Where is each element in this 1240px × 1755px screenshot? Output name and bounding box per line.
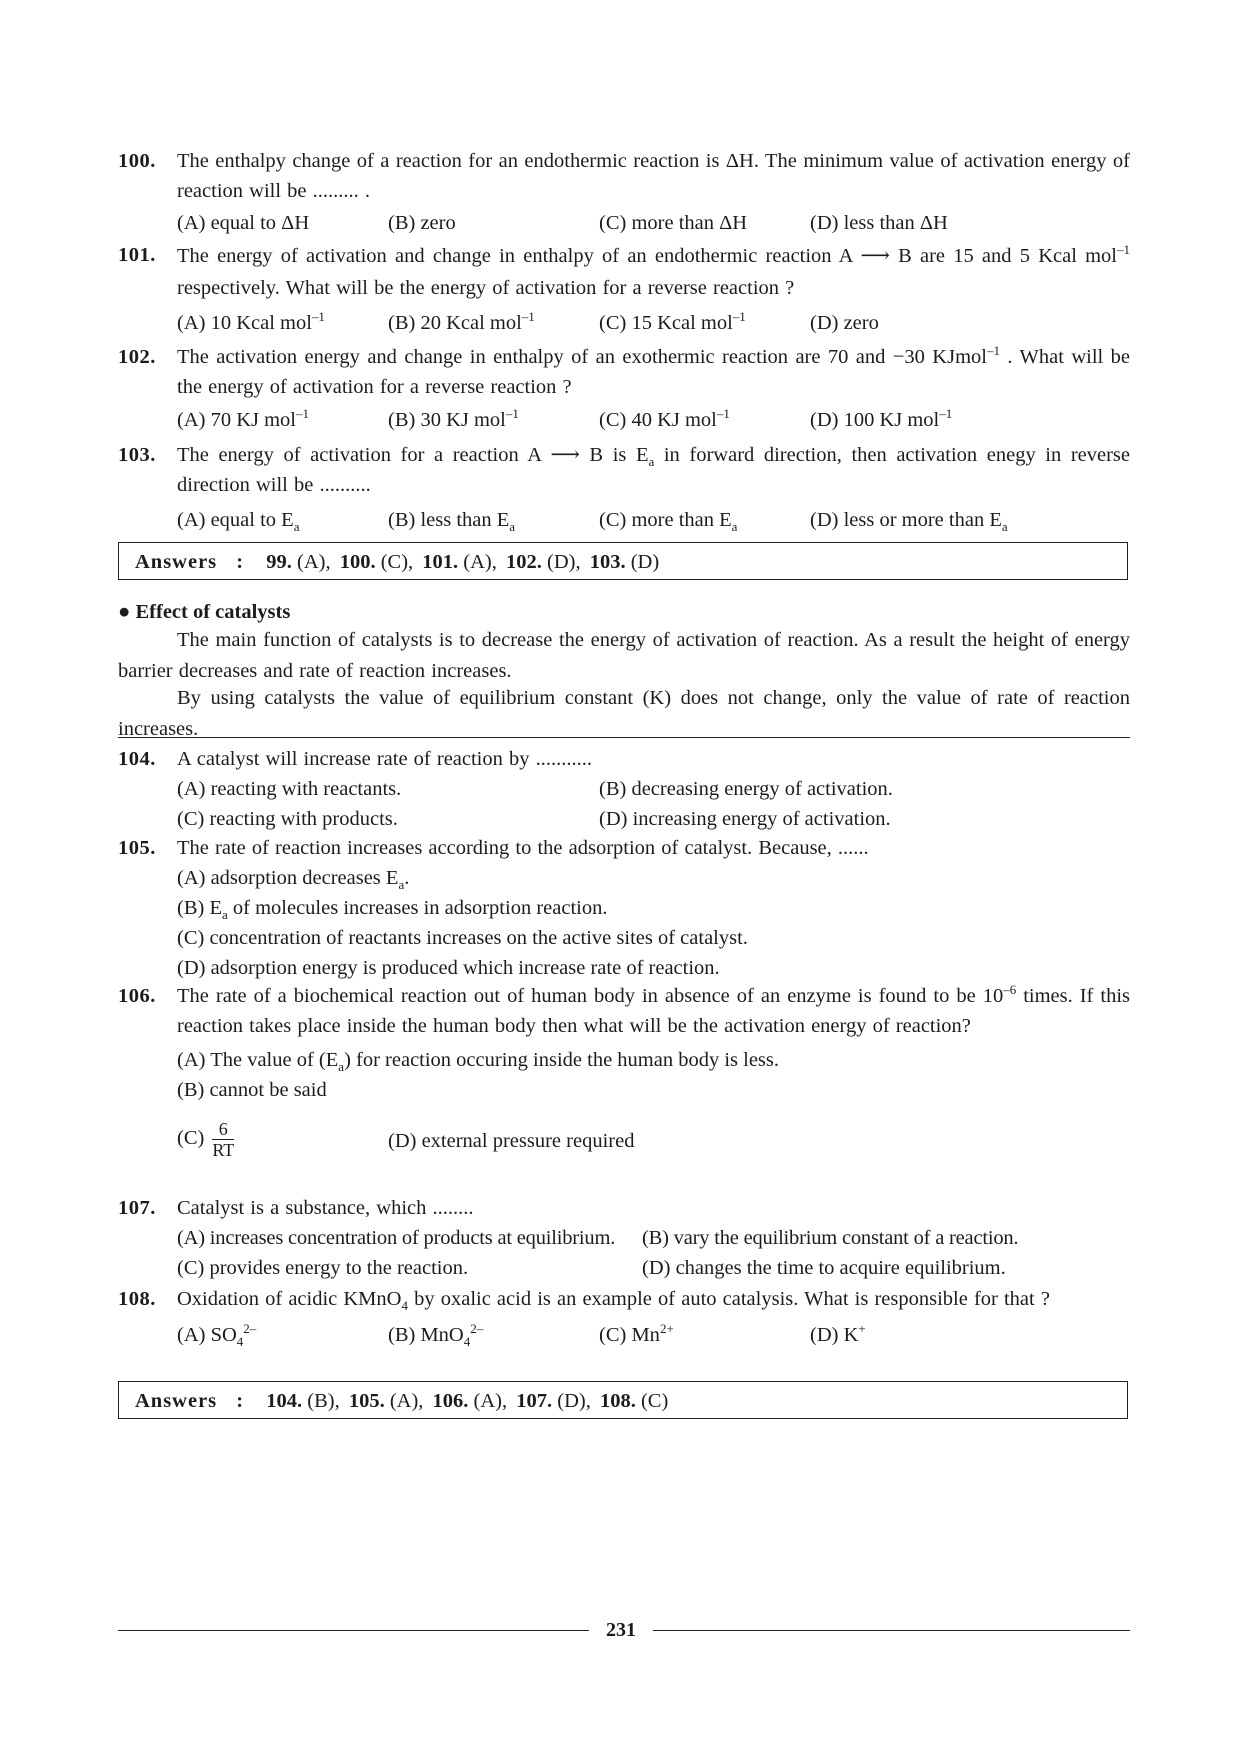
question-text: A catalyst will increase rate of reaction by ...........: [177, 748, 593, 770]
options-row: [177, 208, 1130, 242]
option-a: (A) equal to ΔH: [177, 212, 310, 234]
answers-box: [118, 542, 1128, 580]
footer-rule-right: [653, 1630, 1130, 1631]
option-b: (B) 30 KJ mol$^{-1}$: [388, 406, 519, 431]
option-b: (B) zero: [388, 212, 456, 234]
question-number: 106.: [118, 985, 156, 1007]
option-b: (B) 20 Kcal mol$^{-1}$: [388, 309, 535, 334]
fraction-numerator: 6: [212, 1119, 234, 1140]
option-b: (B) decreasing energy of activation.: [599, 778, 893, 800]
option-d: (D) zero: [810, 312, 879, 334]
answer-question-number: 107.: [516, 1390, 553, 1412]
document-page: [118, 0, 1130, 1755]
question-number: 103.: [118, 444, 156, 466]
options-row: [177, 1320, 1130, 1354]
question-number: 107.: [118, 1197, 156, 1219]
option-b: (B) vary the equilibrium constant of a reaction.: [642, 1227, 1019, 1249]
question-text: The energy of activation for a reaction A ⟶ B is $E_a$ in forward direction, then activation enegy in reverse direction will be ..........: [177, 444, 1130, 496]
option-d: (D) adsorption energy is produced which increase rate of reaction.: [177, 957, 720, 979]
answer-choice: (C): [635, 1390, 669, 1412]
options-row: [177, 405, 1130, 439]
answer-question-number: 106.: [432, 1390, 469, 1412]
page-footer: [118, 1617, 1130, 1647]
answer-question-number: 103.: [589, 551, 626, 573]
answer-choice: (A),: [291, 551, 336, 573]
answer-choice: (B),: [302, 1390, 345, 1412]
question-text: The enthalpy change of a reaction for an endothermic reaction is ΔH. The minimum value of activation energy of reaction will be ......... .: [177, 150, 1130, 202]
answers-colon: :: [236, 1390, 244, 1412]
question-text: Oxidation of acidic KMnO$_4$ by oxalic acid is an example of auto catalysis. What is responsible for that ?: [177, 1288, 1050, 1313]
question-102: [118, 342, 1130, 439]
answers-label: Answers: [135, 1390, 218, 1412]
footer-rule-left: [118, 1630, 589, 1631]
option-c: (C) provides energy to the reaction.: [177, 1257, 469, 1279]
options-row: [177, 1253, 1130, 1283]
options-row: [177, 505, 1130, 539]
options-row: [177, 804, 1130, 834]
option-d: (D) less than ΔH: [810, 212, 948, 234]
question-107: [118, 1193, 1130, 1283]
option-c: (C) $Mn^{2+}$: [599, 1321, 674, 1346]
section-divider: [118, 737, 1130, 738]
option-a: (A) adsorption decreases $E_a$.: [177, 867, 410, 892]
answer-choice: (A),: [468, 1390, 513, 1412]
option-a: (A) $SO_4^{2-}$: [177, 1321, 257, 1349]
answer-question-number: 105.: [348, 1390, 385, 1412]
answer-list: [266, 1390, 672, 1412]
answer-question-number: 108.: [599, 1390, 636, 1412]
options-row: [177, 308, 1130, 342]
answer-list: [266, 551, 663, 573]
section-paragraph-2: By using catalysts the value of equilibrium constant (K) does not change, only the value of rate of reaction increases.: [118, 687, 1130, 740]
option-d: (D) 100 KJ mol$^{-1}$: [810, 406, 953, 431]
question-text: Catalyst is a substance, which ........: [177, 1197, 474, 1219]
option-c: (C) 40 KJ mol$^{-1}$: [599, 406, 730, 431]
option-c: (C) 15 Kcal mol$^{-1}$: [599, 309, 746, 334]
question-104: [118, 744, 1130, 834]
options-row: [177, 1113, 1130, 1159]
option-d: (D) increasing energy of activation.: [599, 808, 891, 830]
option-a: (A) 10 Kcal mol$^{-1}$: [177, 309, 325, 334]
question-text: The activation energy and change in enthalpy of an exothermic reaction are 70 and −30 KJmol$^{-1}$ . What will be the energy of activation for a reverse reaction ?: [177, 343, 1131, 398]
answer-choice: (A),: [384, 1390, 429, 1412]
answer-question-number: 101.: [422, 551, 459, 573]
answers-box: [118, 1381, 1128, 1419]
option-b: (B) less than $E_a$: [388, 509, 516, 534]
answer-question-number: 100.: [339, 551, 376, 573]
answer-question-number: 99.: [266, 551, 292, 573]
section-heading: ● Effect of catalysts: [118, 601, 291, 623]
option-b: (B) $E_a$ of molecules increases in adsorption reaction.: [177, 897, 608, 922]
question-number: 102.: [118, 346, 156, 368]
question-text: The energy of activation and change in enthalpy of an endothermic reaction A ⟶ B are 15 and 5 Kcal mol$^{-1}$ respectively. What will be the energy of activation for a reverse reaction ?: [177, 242, 1130, 299]
question-101: [118, 240, 1130, 342]
question-108: [118, 1284, 1130, 1354]
fraction: [212, 1119, 234, 1160]
question-number: 104.: [118, 748, 156, 770]
option-b: (B) cannot be said: [177, 1079, 327, 1101]
question-number: 101.: [118, 244, 156, 266]
question-105: [118, 833, 1130, 983]
question-100: [118, 146, 1130, 242]
question-text: The rate of a biochemical reaction out of human body in absence of an enzyme is found to be $10^{-6}$ times. If this reaction takes place inside the human body then what will be the activation energy of reaction?: [177, 982, 1130, 1037]
option-a: (A) reacting with reactants.: [177, 778, 402, 800]
option-a: (A) 70 KJ mol$^{-1}$: [177, 406, 310, 431]
option-d: (D) external pressure required: [388, 1130, 635, 1152]
option-c: [177, 1119, 234, 1160]
answer-choice: (D),: [552, 1390, 596, 1412]
question-number: 108.: [118, 1288, 156, 1310]
option-b: (B) MnO$_4^{2-}$: [388, 1321, 484, 1349]
answer-choice: (D),: [541, 551, 586, 573]
option-a: (A) increases concentration of products at equilibrium.: [177, 1227, 616, 1249]
answer-question-number: 102.: [506, 551, 542, 573]
answers-label: Answers: [135, 551, 218, 573]
question-number: 100.: [118, 150, 156, 172]
answer-choice: (D): [625, 551, 660, 573]
option-c: (C) more than ΔH: [599, 212, 748, 234]
option-c: (C) concentration of reactants increases on the active sites of catalyst.: [177, 927, 748, 949]
question-number: 105.: [118, 837, 156, 859]
answer-choice: (C),: [375, 551, 419, 573]
answers-colon: :: [236, 551, 244, 573]
question-106: [118, 981, 1130, 1159]
options-row: [177, 1223, 1130, 1253]
option-d: (D) K+: [810, 1321, 866, 1346]
fraction-denominator: RT: [212, 1140, 235, 1160]
option-d: (D) less or more than $E_a$: [810, 509, 1008, 534]
page-number: 231: [606, 1619, 636, 1641]
option-d: (D) changes the time to acquire equilibrium.: [642, 1257, 1006, 1279]
option-c: (C) reacting with products.: [177, 808, 398, 830]
section-paragraph-1: The main function of catalysts is to decrease the energy of activation of reaction. As a result the height of energy barrier decreases and rate of reaction increases.: [118, 629, 1130, 682]
option-c: (C) more than $E_a$: [599, 509, 738, 534]
option-c-label: (C): [177, 1127, 205, 1150]
catalysts-section: [118, 597, 1130, 745]
answer-choice: (A),: [458, 551, 503, 573]
question-103: [118, 440, 1130, 539]
option-a: (A) The value of $(E_a)$ for reaction occuring inside the human body is less.: [177, 1049, 780, 1074]
answer-question-number: 104.: [266, 1390, 303, 1412]
question-text: The rate of reaction increases according to the adsorption of catalyst. Because, ......: [177, 837, 869, 859]
options-row: [177, 774, 1130, 804]
option-a: (A) equal to $E_a$: [177, 509, 300, 534]
